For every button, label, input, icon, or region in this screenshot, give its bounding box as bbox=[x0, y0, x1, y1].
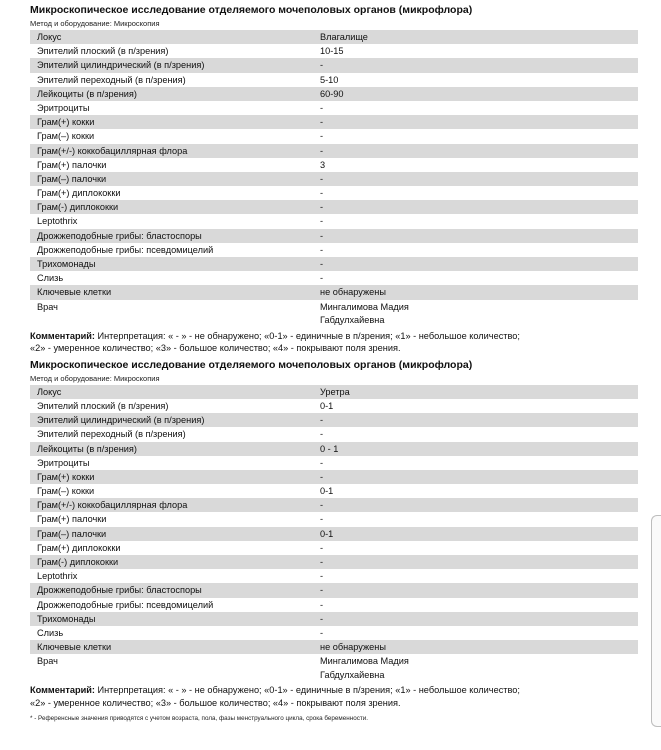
section-title: Микроскопическое исследование отделяемого мочеполовых органов (микрофлора) bbox=[30, 358, 473, 371]
table-row bbox=[30, 229, 638, 243]
table-row bbox=[30, 115, 638, 129]
row-value: 0-1 bbox=[320, 528, 334, 539]
row-name: Грам(–) кокки bbox=[37, 131, 95, 142]
report-section-vagina bbox=[30, 3, 638, 355]
row-name: Грам(-) диплококки bbox=[37, 202, 119, 213]
row-value: - bbox=[320, 145, 324, 156]
lab-report bbox=[30, 0, 638, 724]
row-name: Дрожжеподобные грибы: псевдомицелий bbox=[37, 244, 214, 255]
row-value: не обнаружены bbox=[320, 642, 386, 653]
table-row bbox=[30, 527, 638, 541]
row-name: Leptothrix bbox=[37, 216, 78, 227]
row-name: Грам(+/-) коккобациллярная флора bbox=[37, 145, 188, 156]
row-value: - bbox=[320, 259, 324, 269]
comment-block bbox=[30, 330, 638, 355]
row-value: 3 bbox=[320, 159, 326, 170]
table-row bbox=[30, 285, 638, 299]
method-line bbox=[30, 373, 638, 385]
table-row bbox=[30, 186, 638, 200]
table-row bbox=[30, 144, 638, 158]
row-name: Грам(-) диплококки bbox=[37, 557, 119, 567]
row-value: - bbox=[320, 173, 324, 184]
row-name: Эпителий плоский (в п/зрения) bbox=[37, 400, 169, 411]
table-row bbox=[30, 512, 638, 526]
method-label: Метод и оборудование: bbox=[30, 373, 112, 383]
comment-line2: «2» - умеренное количество; «3» - большое количество; «4» - покрывают поля зрения. bbox=[30, 343, 401, 354]
row-name: Грам(–) кокки bbox=[37, 486, 95, 497]
table-row bbox=[30, 257, 638, 271]
doctor-name-line2: Габдулхайевна bbox=[320, 315, 385, 326]
table-row bbox=[30, 456, 638, 470]
doctor-value bbox=[320, 300, 638, 328]
row-value: - bbox=[320, 514, 324, 525]
row-value: - bbox=[320, 102, 324, 113]
table-row bbox=[30, 612, 638, 626]
row-name: Эпителий плоский (в п/зрения) bbox=[37, 46, 169, 57]
row-name: Дрожжеподобные грибы: псевдомицелий bbox=[37, 599, 214, 610]
row-value: - bbox=[320, 599, 324, 610]
table-row bbox=[30, 640, 638, 654]
row-value: - bbox=[320, 244, 324, 255]
doctor-label: Врач bbox=[37, 656, 58, 667]
row-value: 0-1 bbox=[320, 400, 334, 411]
comment-line1: Интерпретация: « - » - не обнаружено; «0-1» - единичные в п/зрения; «1» - небольшое количество; bbox=[97, 330, 520, 341]
row-name: Дрожжеподобные грибы: бластоспоры bbox=[37, 230, 202, 241]
table-row bbox=[30, 200, 638, 214]
table-row bbox=[30, 598, 638, 612]
table-row bbox=[30, 243, 638, 257]
row-name: Трихомонады bbox=[37, 259, 96, 269]
row-name: Эритроциты bbox=[37, 102, 90, 113]
scrollbar[interactable] bbox=[651, 515, 661, 727]
doctor-name-line1: Мингалимова Мадия bbox=[320, 301, 409, 312]
table-row bbox=[30, 73, 638, 87]
row-value: - bbox=[320, 188, 324, 199]
table-row bbox=[30, 87, 638, 101]
row-name: Трихомонады bbox=[37, 613, 96, 624]
table-row bbox=[30, 385, 638, 399]
row-value: - bbox=[320, 429, 324, 440]
row-value: - bbox=[320, 117, 324, 128]
row-name: Ключевые клетки bbox=[37, 287, 112, 298]
row-value: - bbox=[320, 202, 324, 213]
comment-line1: Интерпретация: « - » - не обнаружено; «0-1» - единичные в п/зрения; «1» - небольшое количество; bbox=[97, 685, 520, 696]
row-value: не обнаружены bbox=[320, 287, 386, 298]
comment-label: Комментарий: bbox=[30, 330, 95, 341]
row-value: - bbox=[320, 216, 324, 227]
row-name: Дрожжеподобные грибы: бластоспоры bbox=[37, 585, 202, 596]
row-value: - bbox=[320, 273, 324, 284]
row-value: - bbox=[320, 585, 324, 596]
row-name: Локус bbox=[37, 386, 62, 397]
row-name: Эпителий цилиндрический (в п/зрения) bbox=[37, 60, 205, 71]
comment-block bbox=[30, 684, 638, 709]
table-row bbox=[30, 172, 638, 186]
row-value: - bbox=[320, 471, 324, 482]
row-name: Лейкоциты (в п/зрения) bbox=[37, 88, 137, 99]
row-name: Эпителий переходный (в п/зрения) bbox=[37, 74, 186, 85]
row-name: Грам(+) кокки bbox=[37, 117, 95, 128]
doctor-row bbox=[30, 300, 638, 328]
table-row bbox=[30, 541, 638, 555]
row-value: 0 - 1 bbox=[320, 443, 339, 454]
table-row bbox=[30, 413, 638, 427]
row-name: Грам(+) диплококки bbox=[37, 188, 121, 199]
row-name: Leptothrix bbox=[37, 571, 78, 582]
table-row bbox=[30, 101, 638, 115]
doctor-value bbox=[320, 654, 638, 682]
table-row bbox=[30, 626, 638, 640]
row-value: Уретра bbox=[320, 386, 350, 397]
row-name: Грам(+) палочки bbox=[37, 514, 107, 525]
table-row bbox=[30, 569, 638, 583]
row-name: Эпителий цилиндрический (в п/зрения) bbox=[37, 415, 205, 426]
table-row bbox=[30, 58, 638, 72]
results-table bbox=[30, 385, 638, 683]
table-row bbox=[30, 271, 638, 285]
row-value: - bbox=[320, 457, 324, 468]
doctor-row bbox=[30, 654, 638, 682]
row-value: 60-90 bbox=[320, 88, 344, 99]
row-value: Влагалище bbox=[320, 32, 368, 42]
row-value: - bbox=[320, 613, 324, 624]
row-value: 10-15 bbox=[320, 46, 344, 57]
row-name: Ключевые клетки bbox=[37, 642, 112, 653]
table-row bbox=[30, 442, 638, 456]
row-name: Эпителий переходный (в п/зрения) bbox=[37, 429, 186, 440]
method-value: Микроскопия bbox=[113, 373, 160, 383]
table-row bbox=[30, 399, 638, 413]
row-value: - bbox=[320, 542, 324, 553]
row-value: 5-10 bbox=[320, 74, 339, 85]
row-value: - bbox=[320, 60, 324, 71]
table-row bbox=[30, 555, 638, 569]
row-value: - bbox=[320, 627, 324, 638]
row-value: - bbox=[320, 230, 324, 241]
table-row bbox=[30, 427, 638, 441]
row-name: Грам(+/-) коккобациллярная флора bbox=[37, 500, 188, 511]
row-name: Слизь bbox=[37, 627, 64, 638]
row-value: - bbox=[320, 571, 324, 582]
comment-line2: «2» - умеренное количество; «3» - большое количество; «4» - покрывают поля зрения. bbox=[30, 697, 401, 708]
row-name: Слизь bbox=[37, 273, 64, 284]
row-name: Грам(+) диплококки bbox=[37, 542, 121, 553]
doctor-name-line1: Мингалимова Мадия bbox=[320, 656, 409, 667]
table-row bbox=[30, 158, 638, 172]
row-value: - bbox=[320, 415, 324, 426]
method-value: Микроскопия bbox=[113, 19, 160, 28]
table-row bbox=[30, 30, 638, 44]
footnote: * - Референсные значения приводятся с учетом возраста, пола, фазы менструального цикла, срока беременности. bbox=[30, 714, 369, 722]
table-row bbox=[30, 498, 638, 512]
table-row bbox=[30, 214, 638, 228]
row-name: Грам(–) палочки bbox=[37, 173, 107, 184]
row-name: Грам(–) палочки bbox=[37, 528, 107, 539]
method-line bbox=[30, 18, 638, 30]
doctor-label: Врач bbox=[37, 301, 58, 312]
row-name: Локус bbox=[37, 32, 62, 42]
table-row bbox=[30, 583, 638, 597]
table-row bbox=[30, 129, 638, 143]
row-value: - bbox=[320, 131, 324, 142]
row-value: 0-1 bbox=[320, 486, 334, 497]
row-value: - bbox=[320, 500, 324, 511]
row-name: Эритроциты bbox=[37, 457, 90, 468]
comment-label: Комментарий: bbox=[30, 685, 95, 696]
doctor-name-line2: Габдулхайевна bbox=[320, 669, 385, 680]
table-row bbox=[30, 470, 638, 484]
report-section-urethra bbox=[30, 358, 638, 710]
results-table bbox=[30, 30, 638, 328]
row-name: Грам(+) палочки bbox=[37, 159, 107, 170]
table-row bbox=[30, 484, 638, 498]
row-value: - bbox=[320, 557, 324, 567]
section-title: Микроскопическое исследование отделяемого мочеполовых органов (микрофлора) bbox=[30, 4, 473, 16]
row-name: Грам(+) кокки bbox=[37, 471, 95, 482]
table-row bbox=[30, 44, 638, 58]
row-name: Лейкоциты (в п/зрения) bbox=[37, 443, 137, 454]
method-label: Метод и оборудование: bbox=[30, 19, 112, 28]
